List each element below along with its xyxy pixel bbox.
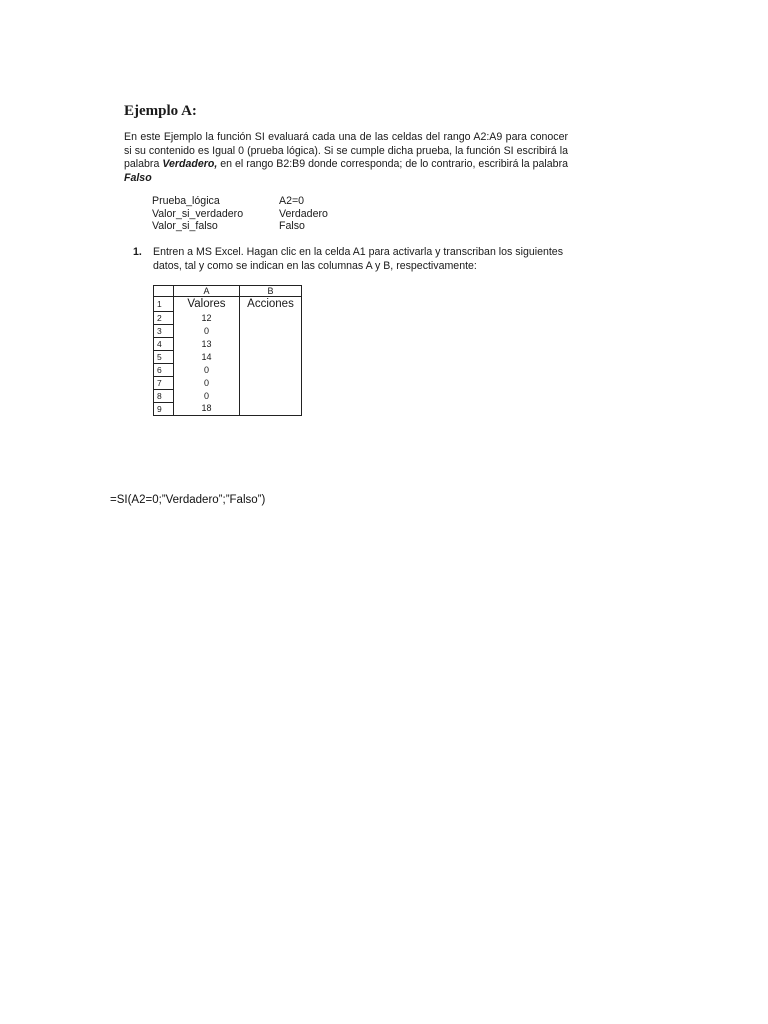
- paragraph-bold-falso: Falso: [124, 171, 152, 184]
- cell-a: 0: [174, 363, 240, 376]
- paragraph-text-2: en el rango B2:B9 donde corresponda; de lo contrario, escribirá la palabra: [217, 158, 568, 170]
- cell-a: 18: [174, 402, 240, 415]
- paragraph-text-1: En este Ejemplo la función SI evaluará cada una de las celdas del rango A2:A9 para conocer si su contenido es Igual 0 (prueba lógica). Si se cumple dicha prueba, la función SI escribirá la palabra: [124, 131, 568, 170]
- instruction-step: [133, 246, 563, 273]
- cell-a: 0: [174, 389, 240, 402]
- row-header: 1: [154, 297, 174, 312]
- row-header: 6: [154, 363, 174, 376]
- table-row: [154, 337, 302, 350]
- table-row: [154, 389, 302, 402]
- cell-b: [240, 311, 302, 324]
- corner-cell: [154, 286, 174, 297]
- cell-b: [240, 376, 302, 389]
- cell-a: 0: [174, 324, 240, 337]
- cell-b: [240, 389, 302, 402]
- row-header: 8: [154, 389, 174, 402]
- step-text: Entren a MS Excel. Hagan clic en la celda A1 para activarla y transcriban los siguientes datos, tal y como se indican en las columnas A y B, respectivamente:: [153, 246, 563, 272]
- table-row: [154, 402, 302, 415]
- row-header: 4: [154, 337, 174, 350]
- cell-b: [240, 337, 302, 350]
- cell-b: [240, 324, 302, 337]
- cell-a: 0: [174, 376, 240, 389]
- table-row: [154, 350, 302, 363]
- spreadsheet-table: [153, 285, 302, 416]
- argument-value: A2=0: [279, 195, 305, 207]
- row-header: 7: [154, 376, 174, 389]
- cell-a: 13: [174, 337, 240, 350]
- description-paragraph: [124, 131, 568, 185]
- column-header-row: [154, 286, 302, 297]
- argument-row: [152, 208, 328, 221]
- argument-row: [152, 195, 328, 208]
- step-number: 1.: [133, 246, 142, 258]
- cell-b: [240, 350, 302, 363]
- cell-a: 14: [174, 350, 240, 363]
- column-header-a: A: [174, 286, 240, 297]
- table-row: [154, 363, 302, 376]
- table-row: [154, 311, 302, 324]
- table-row: [154, 324, 302, 337]
- argument-value: Falso: [279, 220, 305, 232]
- section-heading: Ejemplo A:: [124, 103, 197, 119]
- cell-b: [240, 402, 302, 415]
- cell-a: 12: [174, 311, 240, 324]
- cell-b1: Acciones: [240, 297, 302, 312]
- table-row: [154, 297, 302, 312]
- argument-value: Verdadero: [279, 207, 328, 220]
- cell-a1: Valores: [174, 297, 240, 312]
- row-header: 2: [154, 311, 174, 324]
- argument-row: [152, 220, 328, 233]
- row-header: 3: [154, 324, 174, 337]
- table-row: [154, 376, 302, 389]
- row-header: 5: [154, 350, 174, 363]
- function-arguments: [152, 195, 328, 233]
- argument-name: Valor_si_verdadero: [152, 207, 244, 220]
- formula-text: =SI(A2=0;”Verdadero”;”Falso”): [110, 494, 266, 506]
- argument-name: Prueba_lógica: [152, 195, 220, 207]
- cell-b: [240, 363, 302, 376]
- column-header-b: B: [240, 286, 302, 297]
- paragraph-bold-verdadero: Verdadero,: [162, 158, 218, 170]
- row-header: 9: [154, 402, 174, 415]
- argument-name: Valor_si_falso: [152, 220, 218, 232]
